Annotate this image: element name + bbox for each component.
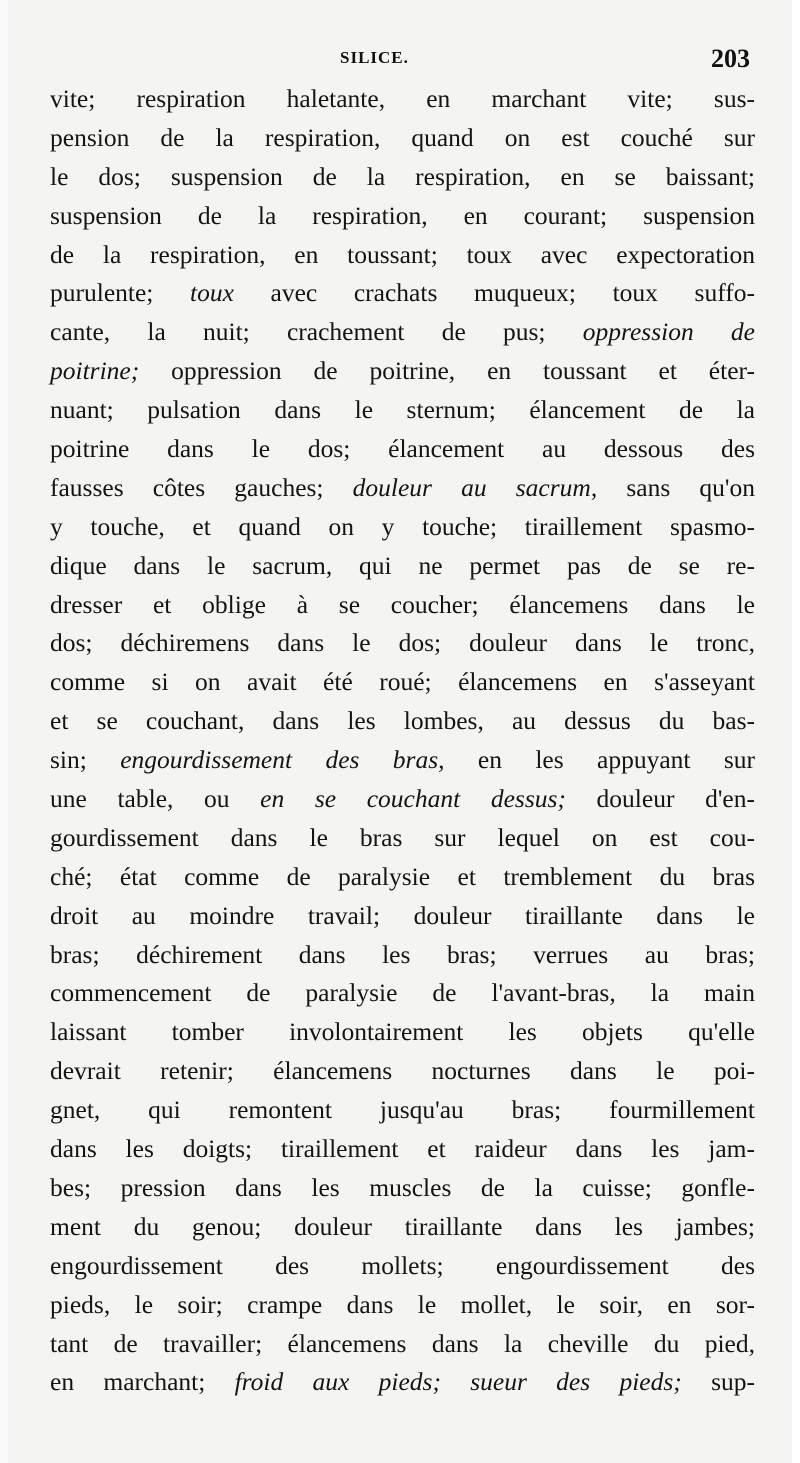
text-segment: suspension de la respiration, en courant; suspension <box>50 200 755 230</box>
text-line <box>50 1325 755 1364</box>
text-line <box>50 1169 755 1208</box>
text-line <box>50 391 755 430</box>
text-segment: en marchant; <box>50 1367 235 1397</box>
text-segment: gourdissement dans le bras sur lequel on est cou- <box>50 822 755 852</box>
text-line <box>50 80 755 119</box>
text-segment: poitrine dans le dos; élancement au dessous des <box>50 434 755 464</box>
text-segment: douleur d'en- <box>565 784 755 814</box>
page-header <box>0 44 800 84</box>
running-head: SILICE. <box>340 48 409 67</box>
text-segment: purulente; <box>50 278 190 308</box>
text-segment: le dos; suspension de la respiration, en se baissant; <box>50 161 755 191</box>
text-segment: nuant; pulsation dans le sternum; élancement de la <box>50 395 755 425</box>
text-segment: gnet, qui remontent jusqu'au bras; fourmillement <box>50 1095 755 1125</box>
text-line <box>50 430 755 469</box>
text-line <box>50 1091 755 1130</box>
text-segment: de la respiration, en toussant; toux avec expectoration <box>50 239 755 269</box>
italic-text-segment: en se couchant dessus; <box>260 784 566 814</box>
italic-text-segment: froid aux pieds; sueur des pieds; <box>234 1367 682 1397</box>
text-line <box>50 236 755 275</box>
text-line <box>50 1052 755 1091</box>
text-line <box>50 1247 755 1286</box>
text-segment: cante, la nuit; crachement de pus; <box>50 317 583 347</box>
text-segment: dans les doigts; tiraillement et raideur dans les jam- <box>50 1134 755 1164</box>
italic-text-segment: oppression de <box>582 317 756 347</box>
text-line <box>50 313 755 352</box>
italic-text-segment: engourdissement des bras, <box>120 745 445 775</box>
text-line <box>50 508 755 547</box>
text-line <box>50 624 755 663</box>
italic-text-segment: poitrine; <box>50 356 140 386</box>
page-number: 203 <box>711 44 750 73</box>
text-segment: pieds, le soir; crampe dans le mollet, le soir, en sor- <box>50 1289 755 1319</box>
text-segment: dresser et oblige à se coucher; élancemens dans le <box>50 589 755 619</box>
text-line <box>50 1208 755 1247</box>
text-segment: droit au moindre travail; douleur tiraillante dans le <box>50 900 755 930</box>
text-segment: laissant tomber involontairement les objets qu'elle <box>50 1017 755 1047</box>
text-segment: sup- <box>681 1367 755 1397</box>
text-segment: en les appuyant sur <box>444 745 756 775</box>
body-text <box>50 80 755 1402</box>
text-segment: commencement de paralysie de l'avant-bras, la main <box>50 978 755 1008</box>
text-line <box>50 158 755 197</box>
text-line <box>50 1363 755 1402</box>
text-segment: engourdissement des mollets; engourdissement des <box>50 1250 755 1280</box>
text-segment: ment du genou; douleur tiraillante dans les jambes; <box>50 1211 755 1241</box>
text-segment: vite; respiration haletante, en marchant vite; sus- <box>50 84 755 113</box>
text-segment: dos; déchiremens dans le dos; douleur dans le tronc, <box>50 628 755 658</box>
text-line <box>50 819 755 858</box>
text-segment: et se couchant, dans les lombes, au dessus du bas- <box>50 706 755 736</box>
text-line <box>50 469 755 508</box>
text-line <box>50 780 755 819</box>
text-segment: sin; <box>50 745 121 775</box>
text-line <box>50 119 755 158</box>
text-segment: tant de travailler; élancemens dans la cheville du pied, <box>50 1328 755 1358</box>
text-segment: avec crachats muqueux; toux suffo- <box>233 278 755 308</box>
text-line <box>50 663 755 702</box>
text-segment: fausses côtes gauches; <box>50 472 353 502</box>
italic-text-segment: douleur au sacrum, <box>352 472 598 502</box>
italic-text-segment: toux <box>190 278 234 308</box>
text-segment: une table, ou <box>50 784 261 814</box>
text-line <box>50 352 755 391</box>
text-line <box>50 741 755 780</box>
text-line <box>50 974 755 1013</box>
text-line <box>50 897 755 936</box>
text-segment: pension de la respiration, quand on est couché sur <box>50 122 755 152</box>
text-segment: sans qu'on <box>597 472 755 502</box>
text-segment: comme si on avait été roué; élancemens en s'asseyant <box>50 667 755 697</box>
text-segment: ché; état comme de paralysie et tremblement du bras <box>50 861 755 891</box>
text-segment: y touche, et quand on y touche; tiraillement spasmo- <box>50 511 755 541</box>
text-segment: devrait retenir; élancemens nocturnes dans le poi- <box>50 1056 755 1086</box>
text-line <box>50 547 755 586</box>
page-edge <box>0 0 8 1463</box>
text-segment: oppression de poitrine, en toussant et éter- <box>139 356 755 386</box>
text-line <box>50 274 755 313</box>
text-line <box>50 936 755 975</box>
text-line <box>50 858 755 897</box>
text-line <box>50 586 755 625</box>
text-line <box>50 702 755 741</box>
text-segment: bras; déchirement dans les bras; verrues au bras; <box>50 939 755 969</box>
text-line <box>50 197 755 236</box>
text-line <box>50 1286 755 1325</box>
text-line <box>50 1013 755 1052</box>
text-line <box>50 1130 755 1169</box>
text-segment: dique dans le sacrum, qui ne permet pas de se re- <box>50 550 755 580</box>
text-segment: bes; pression dans les muscles de la cuisse; gonfle- <box>50 1172 755 1202</box>
